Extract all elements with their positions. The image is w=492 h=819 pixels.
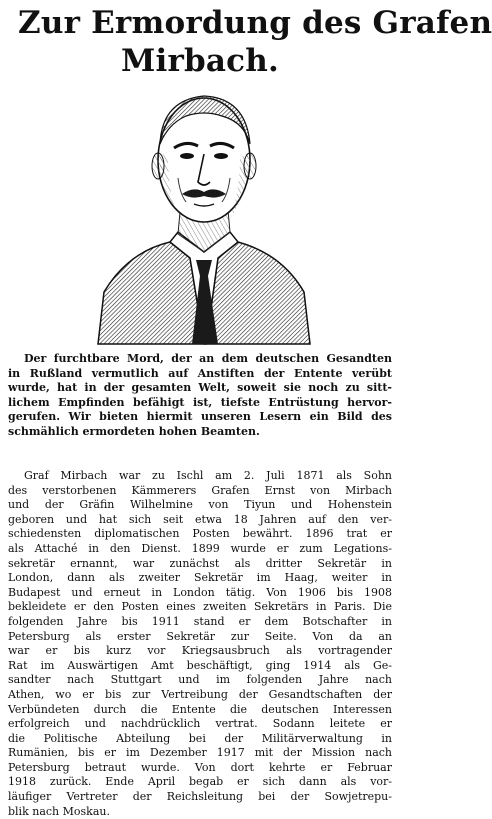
lead-line: Der furchtbare Mord, der an dem deutschen Gesandten bbox=[24, 352, 392, 365]
body-line: des verstorbenen Kämmerers Grafen Ernst von Mirbach bbox=[8, 483, 392, 497]
biography-paragraph bbox=[8, 469, 392, 819]
body-line: 1918 zurück. Ende April begab er sich dann als vor- bbox=[8, 775, 392, 789]
lead-line: gerufen. Wir bieten hiermit unseren Lesern ein Bild des bbox=[8, 410, 392, 424]
body-line: Rat im Auswärtigen Amt beschäftigt, ging 1914 als Ge- bbox=[8, 658, 392, 672]
body-line: geboren und hat sich seit etwa 18 Jahren auf den ver- bbox=[8, 512, 392, 526]
engraved-portrait-icon bbox=[98, 82, 310, 344]
body-line: Athen, wo er bis zur Vertreibung der Gesandtschaften der bbox=[8, 687, 392, 701]
body-line: folgenden Jahre bis 1911 stand er dem Botschafter in bbox=[8, 614, 392, 628]
body-line: sekretär ernannt, war zunächst als dritter Sekretär in bbox=[8, 556, 392, 570]
body-line: sandter nach Stuttgart und im folgenden Jahre nach bbox=[8, 673, 392, 687]
body-line: Budapest und erneut in London tätig. Von 1906 bis 1908 bbox=[8, 585, 392, 599]
lead-line: in Rußland vermutlich auf Anstiften der Entente verübt bbox=[8, 366, 392, 380]
body-line: Petersburg betraut wurde. Von dort kehrte er Februar bbox=[8, 760, 392, 774]
headline-line-2: Mirbach. bbox=[121, 43, 279, 79]
body-line: erfolgreich und nachdrücklich vertrat. Sodann leitete er bbox=[8, 717, 392, 731]
body-line: läufiger Vertreter der Reichsleitung bei der Sowjetrepu- bbox=[8, 790, 392, 804]
body-line: war er bis kurz vor Kriegsausbruch als vortragender bbox=[8, 644, 392, 658]
lead-line: lichem Empfinden befähigt ist, tiefste Entrüstung hervor- bbox=[8, 395, 392, 409]
body-line: und der Gräfin Wilhelmine von Tiyun und Hohenstein bbox=[8, 498, 392, 512]
lead-line: schmählich ermordeten hohen Beamten. bbox=[8, 424, 260, 438]
body-line: Verbündeten durch die Entente die deutschen Interessen bbox=[8, 702, 392, 716]
headline-line-1: Zur Ermordung des Grafen bbox=[18, 5, 492, 41]
body-line: Graf Mirbach war zu Ischl am 2. Juli 1871 als Sohn bbox=[24, 469, 392, 482]
body-line: bekleidete er den Posten eines zweiten Sekretärs in Paris. Die bbox=[8, 600, 392, 614]
body-line: Petersburg als erster Sekretär zur Seite. Von da an bbox=[8, 629, 392, 643]
body-line: Rumänien, bis er im Dezember 1917 mit der Mission nach bbox=[8, 746, 392, 760]
body-line: London, dann als zweiter Sekretär im Haag, weiter in bbox=[8, 571, 392, 585]
body-line: blik nach Moskau. bbox=[8, 804, 110, 818]
body-line: als Attaché in den Dienst. 1899 wurde er zum Legations- bbox=[8, 541, 392, 555]
lead-paragraph bbox=[8, 352, 392, 440]
body-line: schiedensten diplomatischen Posten bewährt. 1896 trat er bbox=[8, 527, 392, 541]
lead-line: wurde, hat in der gesamten Welt, soweit sie noch zu sitt- bbox=[8, 381, 392, 395]
body-line: die Politische Abteilung bei der Militärverwaltung in bbox=[8, 731, 392, 745]
